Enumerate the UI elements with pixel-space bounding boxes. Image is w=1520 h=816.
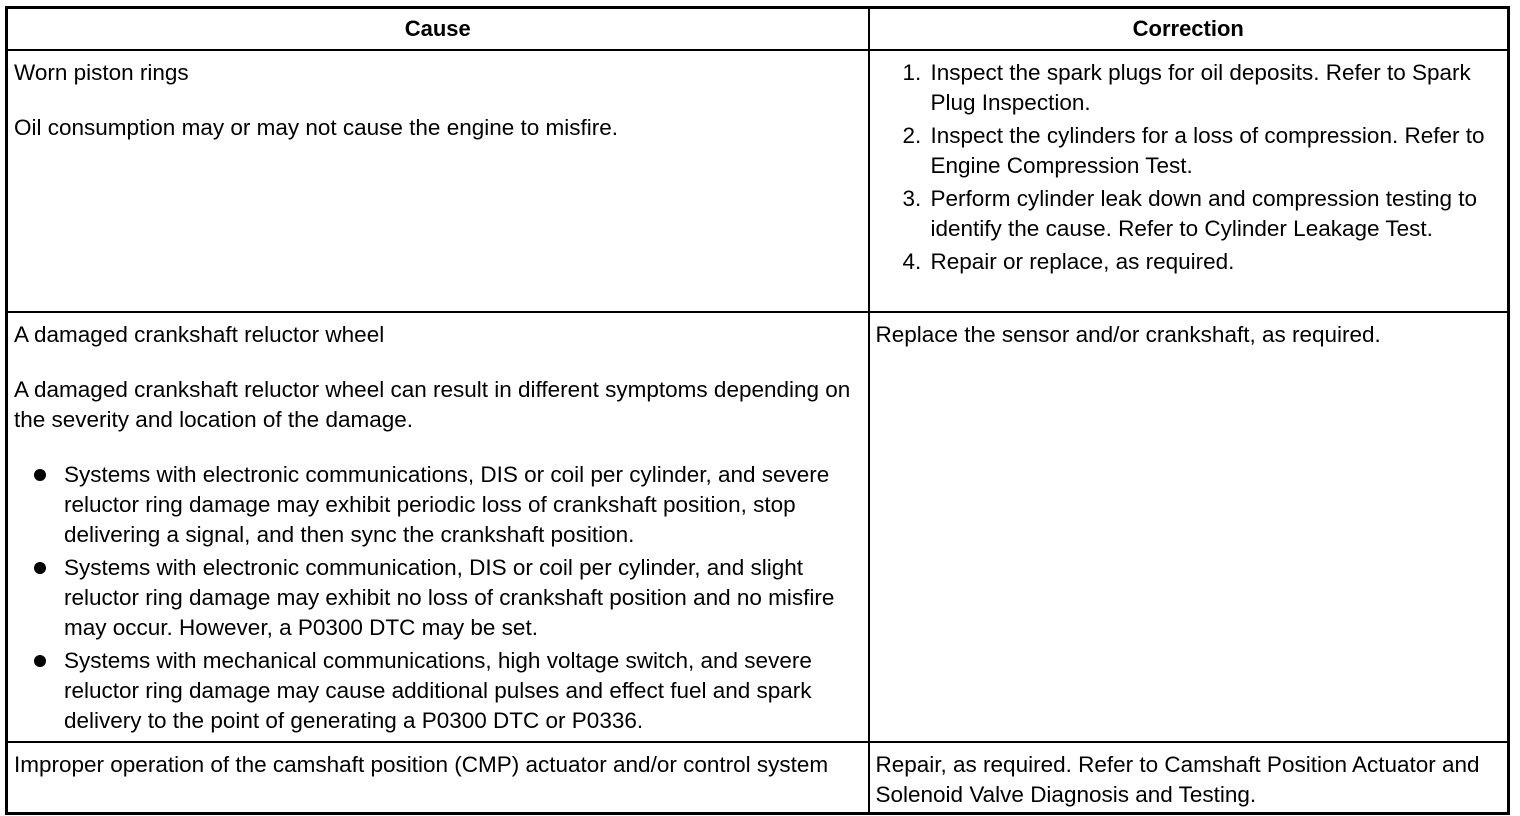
table-row bbox=[7, 50, 1509, 312]
correction-cell bbox=[869, 742, 1509, 814]
cause-note: A damaged crankshaft reluctor wheel can result in different symptoms depending on the severity and location of the damage. bbox=[14, 377, 851, 432]
cause-bullet-item bbox=[14, 646, 864, 736]
cause-bullet-item bbox=[14, 460, 864, 550]
cause-title: Worn piston rings bbox=[14, 60, 189, 85]
bullet-text: Systems with mechanical communications, high voltage switch, and severe reluctor ring damage may cause additional pulses and effect fuel and spark delivery to the point of generating a P0300 DTC or P0336. bbox=[64, 648, 812, 733]
correction-cell bbox=[869, 312, 1509, 742]
correction-step: 3. Perform cylinder leak down and compression testing to identify the cause. Refer to Cylinder Leakage Test. bbox=[928, 184, 1504, 244]
bullet-text: Systems with electronic communications, DIS or coil per cylinder, and severe reluctor ring damage may exhibit periodic loss of crankshaft position, stop delivering a signal, and then sync the crankshaft position. bbox=[64, 462, 830, 547]
bullet-icon bbox=[34, 655, 46, 667]
correction-text: Repair, as required. Refer to Camshaft Position Actuator and Solenoid Valve Diagnosis and Testing. bbox=[875, 752, 1480, 807]
table-row bbox=[7, 312, 1509, 742]
table-row bbox=[7, 742, 1509, 814]
correction-step: 1. Inspect the spark plugs for oil deposits. Refer to Spark Plug Inspection. bbox=[928, 58, 1504, 118]
correction-text: Replace the sensor and/or crankshaft, as required. bbox=[875, 322, 1381, 347]
cause-cell bbox=[7, 50, 869, 312]
cause-note: Oil consumption may or may not cause the engine to misfire. bbox=[14, 115, 619, 140]
column-header-cause: Cause bbox=[7, 8, 869, 51]
correction-cell bbox=[869, 50, 1509, 312]
bullet-icon bbox=[34, 562, 46, 574]
cause-cell bbox=[7, 742, 869, 814]
correction-steps-list bbox=[876, 58, 1504, 277]
bullet-icon bbox=[34, 469, 46, 481]
cause-title: Improper operation of the camshaft position (CMP) actuator and/or control system bbox=[14, 752, 829, 777]
cause-cell bbox=[7, 312, 869, 742]
cause-title: A damaged crankshaft reluctor wheel bbox=[14, 322, 385, 347]
column-header-correction: Correction bbox=[869, 8, 1509, 51]
cause-correction-table-wrapper bbox=[5, 6, 1507, 815]
cause-correction-table bbox=[5, 6, 1510, 815]
correction-step: 4. Repair or replace, as required. bbox=[928, 247, 1504, 277]
cause-bullet-item bbox=[14, 553, 864, 643]
cause-bullet-list bbox=[14, 460, 864, 736]
correction-step: 2. Inspect the cylinders for a loss of compression. Refer to Engine Compression Test. bbox=[928, 121, 1504, 181]
bullet-text: Systems with electronic communication, DIS or coil per cylinder, and slight reluctor ring damage may exhibit no loss of crankshaft position and no misfire may occur. However, a P0300 DTC may be set. bbox=[64, 555, 835, 640]
table-header-row bbox=[7, 8, 1509, 51]
